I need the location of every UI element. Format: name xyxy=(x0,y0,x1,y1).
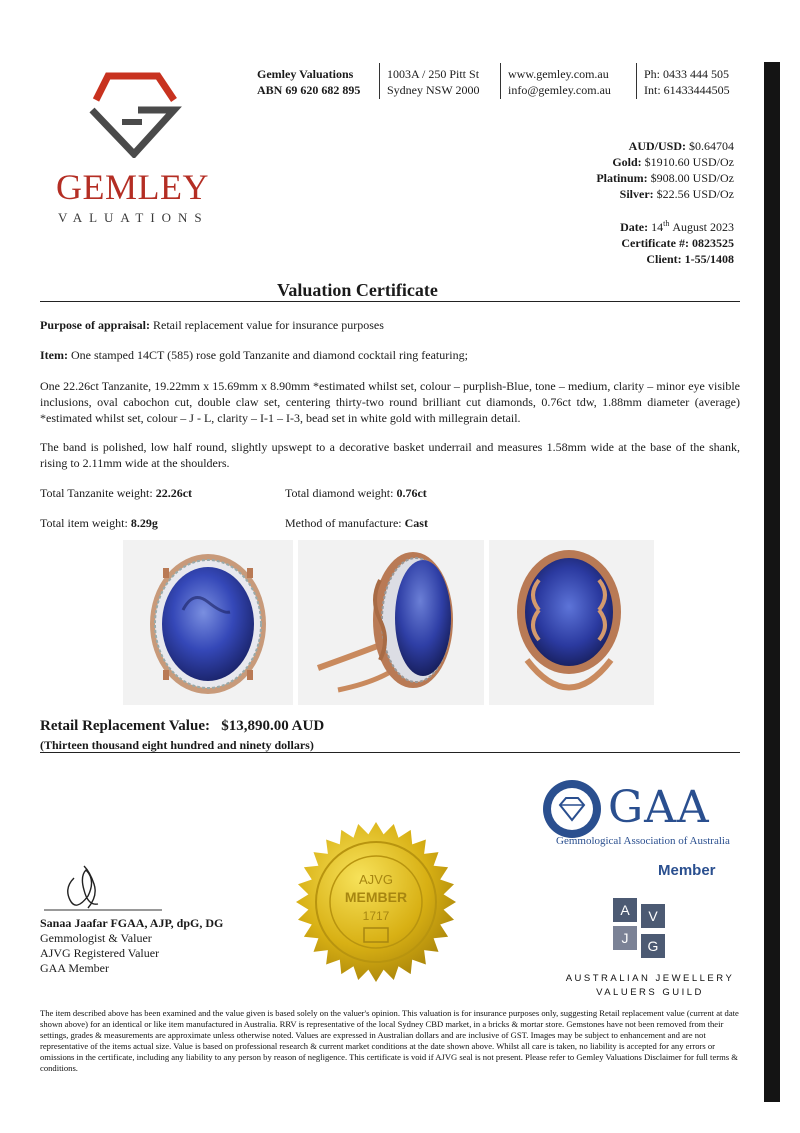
intl-phone-number: Int: 61433444505 xyxy=(644,83,730,97)
ajvg-letter: A xyxy=(613,898,637,922)
phone-number: Ph: 0433 444 505 xyxy=(644,67,730,81)
gold-rate: Gold: $1910.60 USD/Oz xyxy=(612,155,734,169)
diamond-weight: Total diamond weight: 0.76ct xyxy=(285,486,427,500)
company-name: Gemley Valuations xyxy=(257,67,354,81)
manufacture-method: Method of manufacture: Cast xyxy=(285,516,428,530)
header-divider xyxy=(379,63,380,99)
valuer-role: Gemmologist & Valuer xyxy=(40,931,152,945)
client-number: Client: 1-55/1408 xyxy=(646,252,734,266)
valuer-role: AJVG Registered Valuer xyxy=(40,946,160,960)
ring-photo-side xyxy=(298,540,484,705)
gaa-acronym: GAA xyxy=(608,782,710,833)
right-edge-bar xyxy=(764,62,780,1102)
certificate-number: Certificate #: 0823525 xyxy=(621,236,734,250)
seal-line-1: AJVG xyxy=(359,872,393,887)
ring-photo-top xyxy=(123,540,293,705)
valuer-role: GAA Member xyxy=(40,961,109,975)
retail-value-words: (Thirteen thousand eight hundred and ninety dollars) xyxy=(40,738,314,752)
value-divider xyxy=(40,752,740,753)
brand-name: GEMLEY xyxy=(56,167,209,207)
ajvg-logo xyxy=(613,898,689,966)
brand-subtitle: VALUATIONS xyxy=(58,210,209,225)
title-divider xyxy=(40,301,740,302)
gemley-diamond-logo xyxy=(78,70,188,158)
valuer-signature xyxy=(44,858,164,920)
email-link[interactable]: info@gemley.com.au xyxy=(508,83,611,97)
item-line: Item: One stamped 14CT (585) rose gold Tanzanite and diamond cocktail ring featuring; xyxy=(40,348,468,362)
page-title: Valuation Certificate xyxy=(277,280,438,300)
ajvg-letter: G xyxy=(641,934,665,958)
ajvg-name: AUSTRALIAN JEWELLERY VALUERS GUILD xyxy=(565,973,735,998)
gaa-member-label: Member xyxy=(658,862,716,879)
aud-usd-rate: AUD/USD: $0.64704 xyxy=(628,139,734,153)
address-line-2: Sydney NSW 2000 xyxy=(387,83,480,97)
ajvg-letter: V xyxy=(641,904,665,928)
address-line-1: 1003A / 250 Pitt St xyxy=(387,67,480,81)
tanzanite-weight: Total Tanzanite weight: 22.26ct xyxy=(40,486,193,500)
company-abn: ABN 69 620 682 895 xyxy=(257,83,361,97)
valuer-name: Sanaa Jaafar FGAA, AJP, dpG, DG xyxy=(40,916,224,930)
stone-description: One 22.26ct Tanzanite, 19.22mm x 15.69mm x 8.90mm *estimated whilst set, colour – purplish-Blue, tone – medium, clarity – minor eye visible inclusions, oval cabochon cut, double claw set, centering thirty-two round brilliant cut diamonds, 0.76ct tdw, 1.88mm diameter (average) *estimated whilst set, colour – J - L, clarity – I-1 – I-3, bead set in white gold with millegrain detail. xyxy=(40,379,740,425)
purpose-line: Purpose of appraisal: Retail replacement value for insurance purposes xyxy=(40,318,384,332)
seal-line-2: MEMBER xyxy=(344,889,408,905)
ring-photo-underside xyxy=(489,540,654,705)
platinum-rate: Platinum: $908.00 USD/Oz xyxy=(596,171,734,185)
gaa-full-name: Gemmological Association of Australia xyxy=(556,835,730,847)
valuer-details xyxy=(40,916,223,976)
header-divider xyxy=(500,63,501,99)
ajvg-letter: J xyxy=(613,926,637,950)
certificate-date: Date: 14th August 2023 xyxy=(620,219,734,234)
retail-value: Retail Replacement Value: $13,890.00 AUD xyxy=(40,718,325,734)
seal-line-3: 1717 xyxy=(362,909,390,923)
silver-rate: Silver: $22.56 USD/Oz xyxy=(619,187,734,201)
ajvg-gold-seal xyxy=(294,820,458,984)
website-link[interactable]: www.gemley.com.au xyxy=(508,67,609,81)
rates-block xyxy=(596,138,734,202)
disclaimer-text: The item described above has been examined and the value given is based solely on the valuer's opinion. This valuation is for insurance purposes only, suggesting Retail replacement value (current at date shown above) for an identical or like item manufactured in Australia. RRV is representative of the local Sydney CBD market, in a bricks & mortar store. Gemstones have not been removed from their settings, grades & measurements are approximate unless otherwise noted. Values are expressed in Australian dollars and are inclusive of GST. Images may be subject to enhancement and are not representative of the items actual size. Value is based on professional research & current market conditions at the date shown above. Whilst all care is taken, no liability is accepted for any errors or omissions in the certificate, including any liability to any person by reason of negligence. This certificate is void if AJVG seal is not present. Please refer to Gemley Valuations Disclaimer for full terms & conditions. xyxy=(40,1008,739,1073)
band-description: The band is polished, low half round, slightly upswept to a decorative basket underrail and measures 1.58mm wide at the base of the shank, rising to 2.11mm wide at the shoulders. xyxy=(40,440,740,470)
gaa-emblem-icon xyxy=(541,778,603,840)
item-weight: Total item weight: 8.29g xyxy=(40,516,158,530)
header-divider xyxy=(636,63,637,99)
certificate-meta xyxy=(620,216,734,267)
